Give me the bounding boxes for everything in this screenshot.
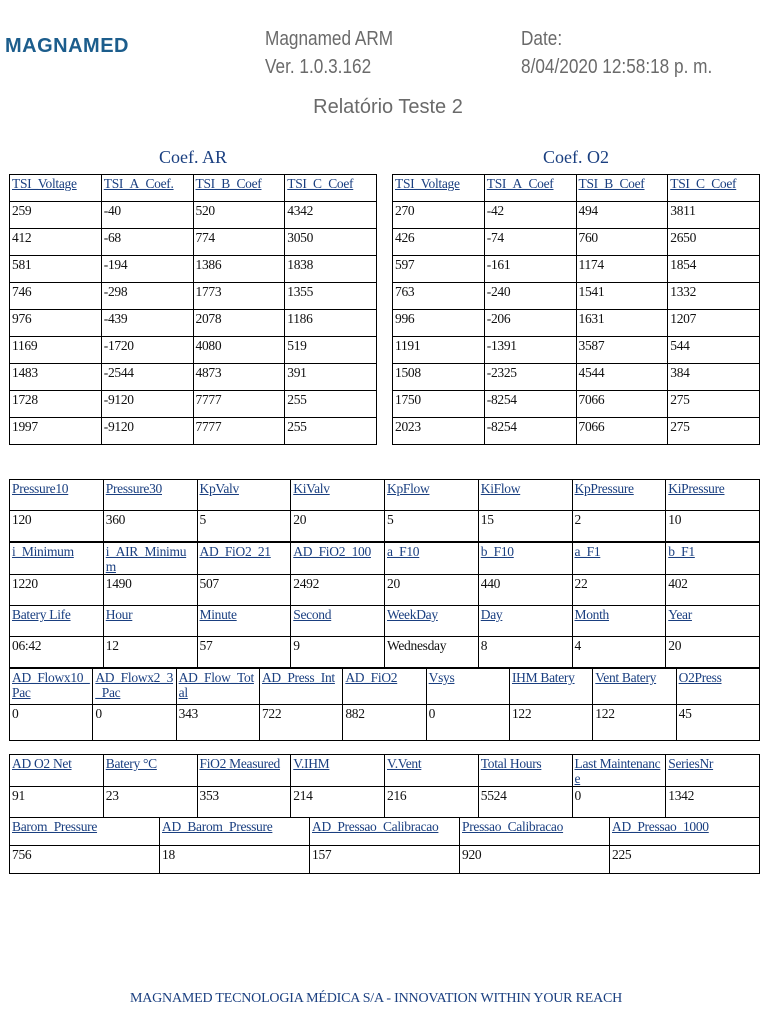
table-cell: 1750 (393, 391, 485, 418)
table-cell: 1332 (668, 283, 760, 310)
table-cell: -1720 (101, 337, 193, 364)
table-cell: 4544 (576, 364, 668, 391)
value-cell-o2press: 45 (676, 705, 759, 741)
table-cell: 259 (10, 202, 102, 229)
column-header-tsi-b-coef: TSI_B_Coef (193, 175, 285, 202)
table-cell: 7066 (576, 418, 668, 445)
column-header-tsi-voltage: TSI_Voltage (393, 175, 485, 202)
calibration-params-table (9, 542, 760, 606)
value-cell-a-f1: 22 (572, 575, 666, 606)
table-row (393, 283, 760, 310)
column-header-v-vent: V.Vent (385, 755, 479, 787)
table-cell: 494 (576, 202, 668, 229)
table-row (393, 364, 760, 391)
value-cell-ihm-batery: 122 (509, 705, 592, 741)
value-cell-ad-pressao-1000: 225 (610, 846, 760, 874)
column-header-ihm-batery: IHM Batery (509, 669, 592, 705)
value-cell-kppressure: 2 (572, 511, 666, 542)
table-cell: 763 (393, 283, 485, 310)
coef-ar-table (9, 174, 377, 445)
value-cell-kipressure: 10 (666, 511, 760, 542)
column-header-hour: Hour (103, 606, 197, 637)
column-header-barom-pressure: Barom_Pressure (10, 818, 160, 846)
value-cell-barom-pressure: 756 (10, 846, 160, 874)
table-cell: 1386 (193, 256, 285, 283)
value-cell-kpvalv: 5 (197, 511, 291, 542)
column-header-kivalv: KiValv (291, 480, 385, 511)
value-cell-total-hours: 5524 (478, 787, 572, 818)
table-cell: 1997 (10, 418, 102, 445)
value-cell-ad-flowx10-pac: 0 (10, 705, 93, 741)
table-cell: 581 (10, 256, 102, 283)
table-cell: -1391 (484, 337, 576, 364)
table-row (393, 202, 760, 229)
column-header-day: Day (478, 606, 572, 637)
value-cell-pressure30: 360 (103, 511, 197, 542)
column-header-year: Year (666, 606, 760, 637)
table-cell: 1541 (576, 283, 668, 310)
value-cell-b-f10: 440 (478, 575, 572, 606)
table-row (10, 391, 377, 418)
column-header-last-maintenance: Last Maintenance (572, 755, 666, 787)
table-cell: 1728 (10, 391, 102, 418)
table-row (10, 283, 377, 310)
header-row (10, 669, 760, 705)
column-header-ad-barom-pressure: AD_Barom_Pressure (160, 818, 310, 846)
table-cell: 2650 (668, 229, 760, 256)
column-header-i-air-minimum: i_AIR_Minimum (103, 543, 197, 575)
table-row (10, 364, 377, 391)
value-cell-day: 8 (478, 637, 572, 668)
column-header-minute: Minute (197, 606, 291, 637)
column-header-second: Second (291, 606, 385, 637)
column-header-ad-pressao-1000: AD_Pressao_1000 (610, 818, 760, 846)
header-row (10, 480, 760, 511)
table-cell: -2325 (484, 364, 576, 391)
column-header-tsi-voltage: TSI_Voltage (10, 175, 102, 202)
column-header-ad-flow-total: AD_Flow_Total (176, 669, 259, 705)
value-cell-ad-pressao-calibracao: 157 (310, 846, 460, 874)
table-cell: 255 (285, 391, 377, 418)
table-cell: 3050 (285, 229, 377, 256)
table-cell: 384 (668, 364, 760, 391)
value-cell-ad-fio2-100: 2492 (291, 575, 385, 606)
table-row (393, 229, 760, 256)
column-header-ad-fio2: AD_FiO2 (343, 669, 426, 705)
table-cell: -68 (101, 229, 193, 256)
table-row (10, 229, 377, 256)
value-cell-vent-batery: 122 (593, 705, 676, 741)
value-cell-kivalv: 20 (291, 511, 385, 542)
header-row (10, 606, 760, 637)
table-cell: 519 (285, 337, 377, 364)
table-cell: 426 (393, 229, 485, 256)
column-header-tsi-b-coef: TSI_B_Coef (576, 175, 668, 202)
value-cell-minute: 57 (197, 637, 291, 668)
app-version: Ver. 1.0.3.162 (265, 56, 372, 78)
column-header-ad-fio2-100: AD_FiO2_100 (291, 543, 385, 575)
table-row (10, 337, 377, 364)
column-header-seriesnr: SeriesNr (666, 755, 760, 787)
table-cell: -9120 (101, 391, 193, 418)
value-cell-ad-press-int: 722 (259, 705, 342, 741)
value-cell-fio2-measured: 353 (197, 787, 291, 818)
table-cell: 4342 (285, 202, 377, 229)
table-cell: 1207 (668, 310, 760, 337)
value-cell-ad-barom-pressure: 18 (160, 846, 310, 874)
table-cell: -194 (101, 256, 193, 283)
table-cell: -8254 (484, 418, 576, 445)
table-cell: 760 (576, 229, 668, 256)
value-cell-a-f10: 20 (385, 575, 479, 606)
column-header-ad-pressao-calibracao: AD_Pressao_Calibracao (310, 818, 460, 846)
value-cell-weekday: Wednesday (385, 637, 479, 668)
table-cell: 2078 (193, 310, 285, 337)
value-cell-i-air-minimum: 1490 (103, 575, 197, 606)
coef-o2-table (392, 174, 760, 445)
table-cell: 275 (668, 418, 760, 445)
header-row (10, 175, 377, 202)
header-row (10, 818, 760, 846)
value-cell-batery-c: 23 (103, 787, 197, 818)
table-cell: 1508 (393, 364, 485, 391)
value-cell-v-ihm: 214 (291, 787, 385, 818)
table-cell: 544 (668, 337, 760, 364)
header-row (393, 175, 760, 202)
column-header-fio2-measured: FiO2 Measured (197, 755, 291, 787)
table-cell: 1186 (285, 310, 377, 337)
table-cell: -298 (101, 283, 193, 310)
value-cell-ad-flowx2-3-pac: 0 (93, 705, 176, 741)
column-header-batery-life: Batery Life (10, 606, 104, 637)
table-cell: -240 (484, 283, 576, 310)
coef-o2-title: Coef. O2 (543, 147, 609, 167)
value-row (10, 511, 760, 542)
column-header-tsi-a-coef: TSI_A_Coef. (101, 175, 193, 202)
column-header-kppressure: KpPressure (572, 480, 666, 511)
table-cell: 1191 (393, 337, 485, 364)
table-cell: -8254 (484, 391, 576, 418)
control-params-table (9, 479, 760, 542)
column-header-weekday: WeekDay (385, 606, 479, 637)
column-header-kipressure: KiPressure (666, 480, 760, 511)
table-cell: 597 (393, 256, 485, 283)
table-cell: 1174 (576, 256, 668, 283)
table-row (10, 310, 377, 337)
table-cell: -9120 (101, 418, 193, 445)
table-cell: 7777 (193, 391, 285, 418)
value-cell-pressao-calibracao: 920 (460, 846, 610, 874)
table-cell: 275 (668, 391, 760, 418)
table-cell: 1355 (285, 283, 377, 310)
column-header-tsi-c-coef: TSI_C_Coef (285, 175, 377, 202)
table-cell: 1631 (576, 310, 668, 337)
value-cell-ad-fio2-21: 507 (197, 575, 291, 606)
ad-readings-table (9, 668, 760, 741)
column-header-ad-flowx2-3-pac: AD_Flowx2_3_Pac (93, 669, 176, 705)
value-cell-last-maintenance: 0 (572, 787, 666, 818)
column-header-month: Month (572, 606, 666, 637)
table-row (393, 391, 760, 418)
table-row (393, 337, 760, 364)
value-cell-seriesnr: 1342 (666, 787, 760, 818)
column-header-batery-c: Batery °C (103, 755, 197, 787)
report-title: Relatório Teste 2 (313, 96, 463, 118)
value-cell-i-minimum: 1220 (10, 575, 104, 606)
value-cell-kiflow: 15 (478, 511, 572, 542)
table-row (393, 256, 760, 283)
table-cell: 1773 (193, 283, 285, 310)
table-cell: -42 (484, 202, 576, 229)
date-value: 8/04/2020 12:58:18 p. m. (521, 56, 713, 78)
column-header-kiflow: KiFlow (478, 480, 572, 511)
column-header-pressao-calibracao: Pressao_Calibracao (460, 818, 610, 846)
table-cell: 7777 (193, 418, 285, 445)
column-header-tsi-c-coef: TSI_C_Coef (668, 175, 760, 202)
value-row (10, 846, 760, 874)
header-row (10, 755, 760, 787)
column-header-a-f1: a_F1 (572, 543, 666, 575)
table-cell: -74 (484, 229, 576, 256)
battery-clock-table (9, 605, 760, 668)
table-row (10, 202, 377, 229)
date-label: Date: (521, 28, 563, 50)
column-header-total-hours: Total Hours (478, 755, 572, 787)
value-cell-ad-o2-net: 91 (10, 787, 104, 818)
table-cell: 2023 (393, 418, 485, 445)
value-cell-ad-fio2: 882 (343, 705, 426, 741)
table-cell: 746 (10, 283, 102, 310)
magnamed-logo: MAGNAMED (5, 35, 129, 57)
column-header-pressure30: Pressure30 (103, 480, 197, 511)
table-cell: 976 (10, 310, 102, 337)
column-header-a-f10: a_F10 (385, 543, 479, 575)
table-cell: 1854 (668, 256, 760, 283)
column-header-kpflow: KpFlow (385, 480, 479, 511)
table-cell: 270 (393, 202, 485, 229)
table-cell: 391 (285, 364, 377, 391)
table-cell: 1169 (10, 337, 102, 364)
footer-slogan: MAGNAMED TECNOLOGIA MÉDICA S/A - INNOVATION WITHIN YOUR REACH (129, 991, 623, 1006)
value-row (10, 637, 760, 668)
value-cell-year: 20 (666, 637, 760, 668)
table-cell: 7066 (576, 391, 668, 418)
value-cell-month: 4 (572, 637, 666, 668)
table-cell: 774 (193, 229, 285, 256)
column-header-kpvalv: KpValv (197, 480, 291, 511)
table-cell: 996 (393, 310, 485, 337)
table-cell: 1483 (10, 364, 102, 391)
header-row (10, 543, 760, 575)
column-header-i-minimum: i_Minimum (10, 543, 104, 575)
column-header-pressure10: Pressure10 (10, 480, 104, 511)
table-cell: 3587 (576, 337, 668, 364)
table-cell: 520 (193, 202, 285, 229)
value-cell-hour: 12 (103, 637, 197, 668)
value-cell-batery-life: 06:42 (10, 637, 104, 668)
value-cell-second: 9 (291, 637, 385, 668)
device-status-table (9, 754, 760, 818)
table-cell: 3811 (668, 202, 760, 229)
column-header-b-f10: b_F10 (478, 543, 572, 575)
pressure-calibration-table (9, 817, 760, 874)
table-row (10, 256, 377, 283)
coef-ar-title: Coef. AR (158, 147, 227, 167)
column-header-vsys: Vsys (426, 669, 509, 705)
value-cell-vsys: 0 (426, 705, 509, 741)
table-cell: -439 (101, 310, 193, 337)
value-row (10, 575, 760, 606)
column-header-ad-o2-net: AD O2 Net (10, 755, 104, 787)
column-header-tsi-a-coef: TSI_A_Coef (484, 175, 576, 202)
app-name: Magnamed ARM (265, 28, 394, 50)
value-cell-v-vent: 216 (385, 787, 479, 818)
column-header-ad-press-int: AD_Press_Int (259, 669, 342, 705)
column-header-b-f1: b_F1 (666, 543, 760, 575)
table-row (393, 310, 760, 337)
table-cell: 1838 (285, 256, 377, 283)
table-row (10, 418, 377, 445)
table-cell: 255 (285, 418, 377, 445)
table-cell: -161 (484, 256, 576, 283)
column-header-ad-fio2-21: AD_FiO2_21 (197, 543, 291, 575)
table-row (393, 418, 760, 445)
value-row (10, 787, 760, 818)
table-cell: -40 (101, 202, 193, 229)
value-cell-b-f1: 402 (666, 575, 760, 606)
value-row (10, 705, 760, 741)
column-header-ad-flowx10-pac: AD_Flowx10_Pac (10, 669, 93, 705)
column-header-v-ihm: V.IHM (291, 755, 385, 787)
table-cell: 4080 (193, 337, 285, 364)
value-cell-ad-flow-total: 343 (176, 705, 259, 741)
table-cell: 4873 (193, 364, 285, 391)
column-header-vent-batery: Vent Batery (593, 669, 676, 705)
table-cell: -206 (484, 310, 576, 337)
table-cell: 412 (10, 229, 102, 256)
table-cell: -2544 (101, 364, 193, 391)
column-header-o2press: O2Press (676, 669, 759, 705)
value-cell-kpflow: 5 (385, 511, 479, 542)
value-cell-pressure10: 120 (10, 511, 104, 542)
